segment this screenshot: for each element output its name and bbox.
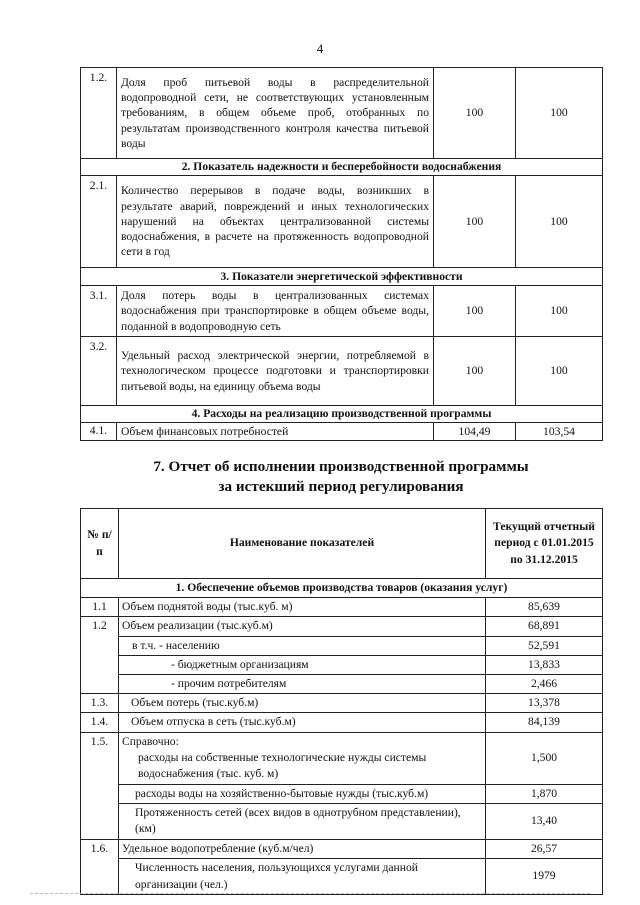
- row-value-planned: 100: [434, 337, 516, 406]
- row-value-actual: 100: [516, 337, 603, 406]
- row-value: 1979: [486, 859, 603, 895]
- heading-line-1: 7. Отчет об исполнении производственной программы: [153, 458, 529, 475]
- row-text: Протяженность сетей (всех видов в однотрубном представлении), (км): [119, 803, 486, 839]
- table-row: [81, 859, 603, 895]
- table-row: [81, 423, 603, 441]
- header-name: Наименование показателей: [119, 509, 486, 579]
- row-value-planned: 100: [434, 176, 516, 268]
- row-value-actual: 100: [516, 68, 603, 159]
- row-text: расходы воды на хозяйственно-бытовые нужды (тыс.куб.м): [119, 784, 486, 803]
- row-number: 3.1.: [81, 286, 117, 337]
- row-text: Доля потерь воды в централизованных системах водоснабжения при транспортировке в общем объеме воды, поданной в водопроводную сеть: [117, 286, 434, 337]
- section-title: 2. Показатель надежности и бесперебойности водоснабжения: [81, 159, 603, 176]
- row-value-actual: 100: [516, 176, 603, 268]
- table-row: [81, 694, 603, 713]
- scan-edge-line: [30, 893, 590, 895]
- row-value-planned: 100: [434, 286, 516, 337]
- row-value-planned: 104,49: [434, 423, 516, 441]
- row-value: 68,891: [486, 617, 603, 636]
- row-value: 84,139: [486, 713, 603, 732]
- section-row: [81, 579, 603, 598]
- report-table: [80, 508, 603, 895]
- indicators-table: [80, 67, 603, 441]
- table-row: [81, 598, 603, 617]
- row-value: 1,500: [486, 732, 603, 784]
- page-number: 4: [316, 41, 324, 56]
- section-row: [81, 159, 603, 176]
- row-value: 1,870: [486, 784, 603, 803]
- row-text: Доля проб питьевой воды в распределительной водопроводной сети, не соответствующих установленным требованиям, в общем объеме проб, отобранных по результатам производственного контроля качества питьевой воды: [117, 68, 434, 159]
- row-text: Количество перерывов в подаче воды, возникших в результате аварий, повреждений и иных технологических нарушений на объектах централизованной системы водоснабжения, в расчете на протяженность водопроводной сети в год: [117, 176, 434, 268]
- row-number: 1.2: [81, 617, 119, 636]
- row-text: Объем поднятой воды (тыс.куб. м): [119, 598, 486, 617]
- section-heading: [80, 457, 602, 497]
- row-value: 26,57: [486, 839, 603, 858]
- row-value: 85,639: [486, 598, 603, 617]
- row-number: 1.3.: [81, 694, 119, 713]
- row-number: 1.5.: [81, 732, 119, 784]
- table-row: [81, 713, 603, 732]
- reference-text: расходы на собственные технологические нужды системы водоснабжения (тыс. куб. м): [138, 751, 427, 781]
- row-text: - прочим потребителям: [119, 675, 486, 694]
- row-text: - бюджетным организациям: [119, 655, 486, 674]
- row-value: 13,378: [486, 694, 603, 713]
- row-value: 52,591: [486, 636, 603, 655]
- row-value: 13,40: [486, 803, 603, 839]
- table-row: [81, 784, 603, 803]
- row-value: 13,833: [486, 655, 603, 674]
- table-row: [81, 337, 603, 406]
- row-text: Объем потерь (тыс.куб.м): [119, 694, 486, 713]
- reference-label: Справочно:: [122, 734, 179, 748]
- row-number: 1.1: [81, 598, 119, 617]
- row-text: [119, 732, 486, 784]
- header-period: Текущий отчетный период с 01.01.2015 по 31.12.2015: [486, 509, 603, 579]
- row-number: 2.1.: [81, 176, 117, 268]
- section-row: [81, 268, 603, 286]
- table-row: [81, 68, 603, 159]
- row-value-actual: 100: [516, 286, 603, 337]
- row-value-actual: 103,54: [516, 423, 603, 441]
- table-row: [81, 176, 603, 268]
- row-text: Удельный расход электрической энергии, потребляемой в технологическом процессе подготовки и транспортировки питьевой воды, на единицу объема воды: [117, 337, 434, 406]
- table-row: [81, 286, 603, 337]
- header-row: [81, 509, 603, 579]
- row-number: 1.2.: [81, 68, 117, 159]
- table-row: [81, 732, 603, 784]
- row-number: 4.1.: [81, 423, 117, 441]
- section-title: 1. Обеспечение объемов производства товаров (оказания услуг): [81, 579, 603, 598]
- table-row: [81, 839, 603, 858]
- row-number: 1.4.: [81, 713, 119, 732]
- table-row: [81, 636, 603, 655]
- row-value: 2,466: [486, 675, 603, 694]
- table-row: [81, 617, 603, 636]
- heading-line-2: за истекший период регулирования: [218, 478, 464, 495]
- section-title: 3. Показатели энергетической эффективности: [81, 268, 603, 286]
- header-num: № п/п: [81, 509, 119, 579]
- table-row: [81, 803, 603, 839]
- table-row: [81, 655, 603, 674]
- row-value-planned: 100: [434, 68, 516, 159]
- row-text: Удельное водопотребление (куб.м/чел): [119, 839, 486, 858]
- row-text: Объем реализации (тыс.куб.м): [119, 617, 486, 636]
- section-row: [81, 406, 603, 423]
- row-text: Численность населения, пользующихся услугами данной организации (чел.): [119, 859, 486, 895]
- row-text: Объем финансовых потребностей: [117, 423, 434, 441]
- row-number: 3.2.: [81, 337, 117, 406]
- row-text: Объем отпуска в сеть (тыс.куб.м): [119, 713, 486, 732]
- row-text: в т.ч. - населению: [119, 636, 486, 655]
- table-row: [81, 675, 603, 694]
- section-title: 4. Расходы на реализацию производственной программы: [81, 406, 603, 423]
- row-number: 1.6.: [81, 839, 119, 858]
